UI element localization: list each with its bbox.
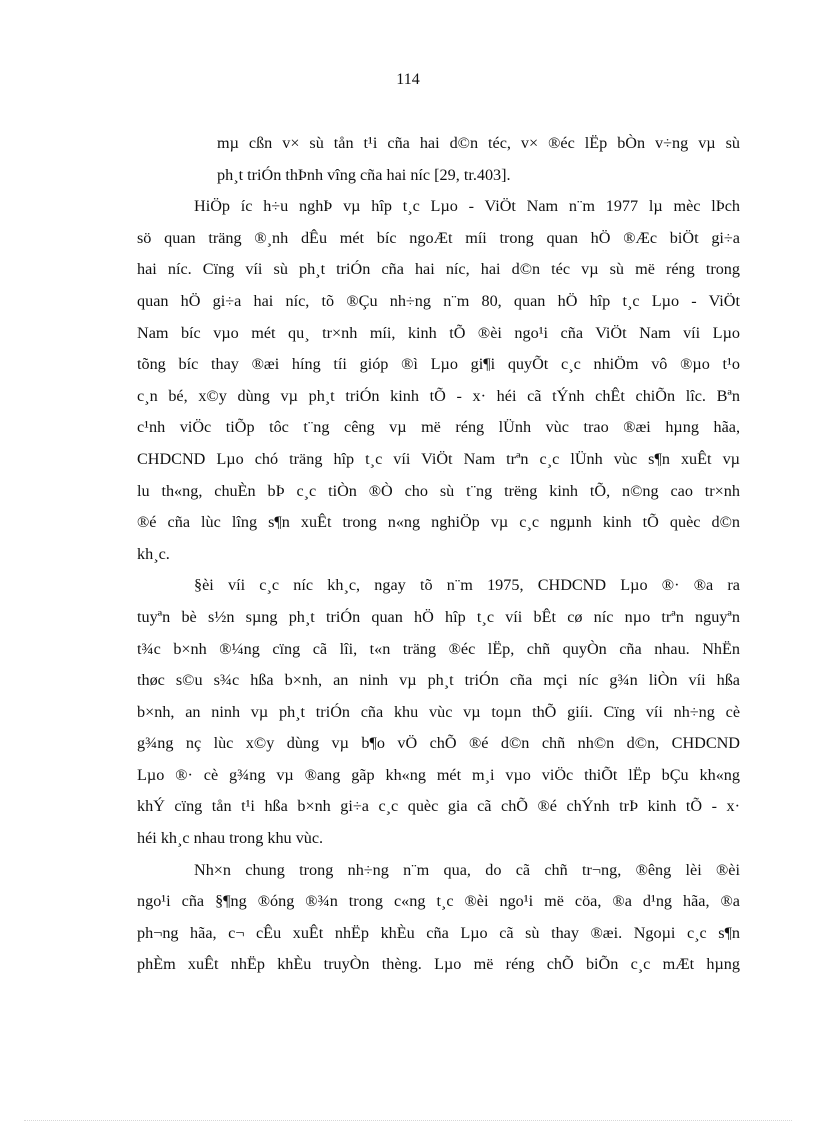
text-line: khÝ cïng tån t¹i hßa b×nh gi÷a c¸c quèc gia cã chÕ ®é chÝnh trÞ kinh tÕ - x·	[137, 797, 740, 816]
text-line: c¹nh viÖc tiÕp tôc t¨ng cêng vµ më réng lÜnh vùc trao ®æi hµng hãa,	[137, 418, 740, 437]
text-line: quan hÖ gi÷a hai níc, tõ ®Çu nh÷ng n¨m 80, quan hÖ hîp t¸c Lµo - ViÖt	[137, 291, 740, 310]
text-line: Lµo ®· cè g¾ng vµ ®ang gãp kh«ng mét m¸i vµo viÖc thiÕt lËp bÇu kh«ng	[137, 765, 740, 784]
text-line: lu th«ng, chuÈn bÞ c¸c tiÒn ®Ò cho sù t¨ng trëng kinh tÕ, n©ng cao tr×nh	[137, 481, 740, 500]
page-number: 114	[396, 71, 420, 88]
text-line: sö quan träng ®¸nh dÊu mét bíc ngoÆt míi trong quan hÖ ®Æc biÖt gi÷a	[137, 228, 740, 247]
text-line: b×nh, an ninh vµ ph¸t triÓn cña khu vùc vµ toµn thÕ giíi. Cïng víi nh÷ng cè	[137, 702, 740, 721]
text-line: thøc s©u s¾c hßa b×nh, an ninh vµ ph¸t triÓn cña mçi níc g¾n liÒn víi hßa	[137, 671, 740, 690]
text-line: CHDCND Lµo chó träng hîp t¸c víi ViÖt Nam trªn c¸c lÜnh vùc s¶n xuÊt vµ	[137, 449, 740, 468]
page-bottom-border	[24, 1120, 792, 1121]
text-line: héi kh¸c nhau trong khu vùc.	[137, 829, 324, 848]
text-line: Nh×n chung trong nh÷ng n¨m qua, do cã chñ tr¬ng, ®êng lèi ®èi	[194, 860, 740, 879]
text-line: §èi víi c¸c níc kh¸c, ngay tõ n¨m 1975, CHDCND Lµo ®· ®a ra	[194, 576, 740, 595]
text-line: HiÖp íc h÷u nghÞ vµ hîp t¸c Lµo - ViÖt Nam n¨m 1977 lµ mèc lÞch	[194, 197, 740, 216]
text-line: tõng bíc thay ®æi híng tíi gióp ®ì Lµo gi¶i quyÕt c¸c nhiÖm vô ®µo t¹o	[137, 355, 740, 374]
body-text	[137, 128, 740, 981]
text-line: c¸n bé, x©y dùng vµ ph¸t triÓn kinh tÕ - x· héi cã tÝnh chÊt chiÕn lîc. Bªn	[137, 386, 740, 405]
text-line: g¾ng nç lùc x©y dùng vµ b¶o vÖ chÕ ®é d©n chñ nh©n d©n, CHDCND	[137, 734, 740, 753]
text-line: Nam bíc vµo mét qu¸ tr×nh míi, kinh tÕ ®èi ngo¹i cña ViÖt Nam víi Lµo	[137, 323, 740, 342]
text-line: tuyªn bè s½n sµng ph¸t triÓn quan hÖ hîp t¸c víi bÊt cø níc nµo trªn nguyªn	[137, 607, 740, 626]
text-line: ph¬ng hãa, c¬ cÊu xuÊt nhËp khÈu cña Lµo cã sù thay ®æi. Ngoµi c¸c s¶n	[137, 923, 740, 942]
text-line: mµ cßn v× sù tån t¹i cña hai d©n téc, v× ®éc lËp bÒn v÷ng vµ sù	[217, 134, 740, 152]
text-line: hai níc. Cïng víi sù ph¸t triÓn cña hai níc, hai d©n téc vµ sù më réng trong	[137, 260, 740, 279]
text-line: ngo¹i cña §¶ng ®óng ®¾n trong c«ng t¸c ®èi ngo¹i më cöa, ®a d¹ng hãa, ®a	[137, 892, 740, 911]
text-line: phÈm xuÊt nhËp khÈu truyÒn thèng. Lµo më réng chÕ biÕn c¸c mÆt hµng	[137, 955, 740, 974]
text-line: ph¸t triÓn thÞnh vîng cña hai níc [29, tr.403].	[217, 165, 511, 184]
text-line: t¾c b×nh ®¼ng cïng cã lîi, t«n träng ®éc lËp, chñ quyÒn cña nhau. NhËn	[137, 639, 740, 658]
text-line: ®é cña lùc lîng s¶n xuÊt trong n«ng nghiÖp vµ c¸c ngµnh kinh tÕ quèc d©n	[137, 513, 740, 532]
text-line: kh¸c.	[137, 544, 170, 563]
